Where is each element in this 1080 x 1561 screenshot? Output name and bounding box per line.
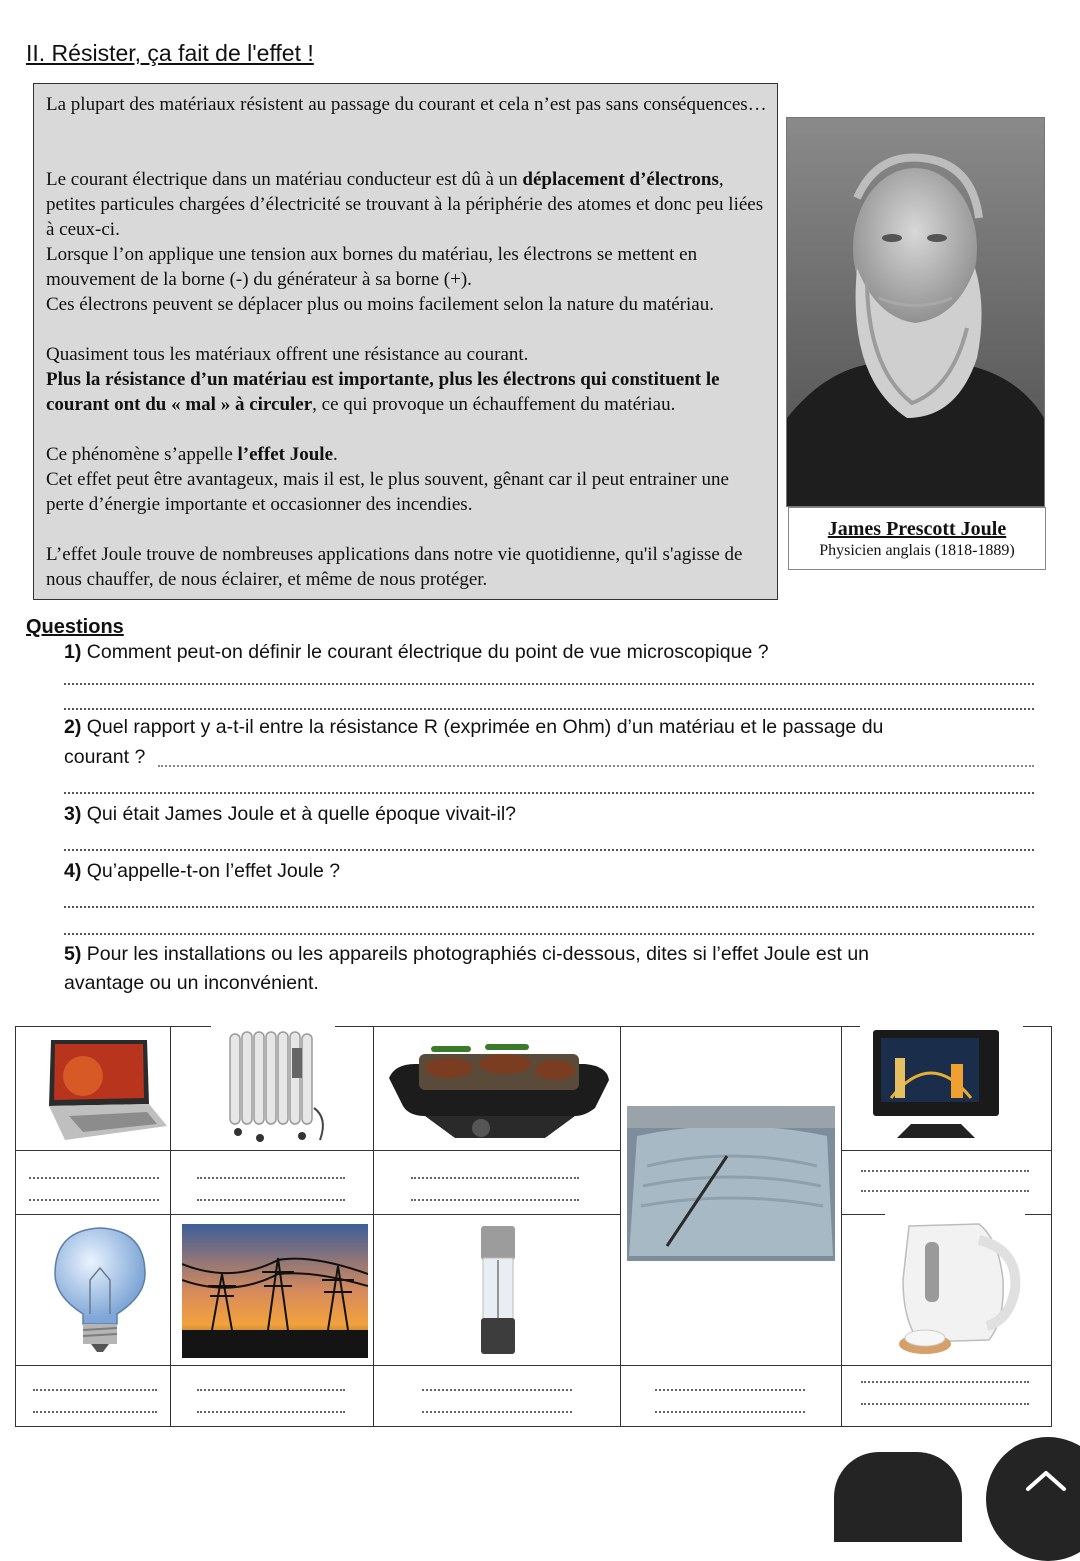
answer-line[interactable]: [861, 1380, 1029, 1383]
bold-deplacement: déplacement d’électrons: [522, 169, 719, 190]
answer-line[interactable]: [29, 1198, 159, 1201]
intro-paragraph-8: Cet effet peut être avantageux, mais il est, le plus souvent, gênant car il peut entrainer une perte d’énergie importante et occasionner des incendies.: [46, 469, 729, 515]
television-image: [871, 1028, 1001, 1148]
answer-line[interactable]: [411, 1176, 579, 1179]
answer-line[interactable]: [64, 681, 1034, 685]
page-indicator: [834, 1452, 962, 1542]
bold-effet-joule: l’effet Joule: [237, 444, 333, 465]
questions-title: Questions: [26, 616, 124, 638]
electric-grill-image: [385, 1034, 613, 1146]
intro-paragraph-2: Le courant électrique dans un matériau conducteur est dû à un déplacement d’électrons, petites particules chargées d’électricité se trouvant à la périphérie des atomes et donc peu liées à ceux-ci.: [46, 169, 764, 240]
bold-resistance-statement: Plus la résistance d’un matériau est importante, plus les électrons qui constituent le courant ont du « mal » à circuler: [46, 369, 720, 415]
question-3: 3) Qui était James Joule et à quelle époque vivait-il?: [64, 803, 517, 825]
answer-line[interactable]: [33, 1388, 157, 1391]
portrait-name: James Prescott Joule: [827, 518, 1007, 540]
answer-line[interactable]: [64, 790, 1034, 794]
scroll-to-top-button[interactable]: [986, 1437, 1080, 1561]
answer-line[interactable]: [64, 931, 1034, 935]
joule-portrait-image: [786, 117, 1045, 507]
answer-line[interactable]: [29, 1176, 159, 1179]
intro-paragraph-3: Lorsque l’on applique une tension aux bornes du matériau, les électrons se mettent en mouvement de la borne (-) du générateur à sa borne (+).: [46, 244, 698, 290]
answer-line[interactable]: [64, 904, 1034, 908]
light-bulb-image: [45, 1224, 155, 1354]
question-2: 2) Quel rapport y a-t-il entre la résistance R (exprimée en Ohm) d’un matériau et le passage du: [64, 716, 884, 738]
answer-line[interactable]: [197, 1198, 345, 1201]
answer-line[interactable]: [861, 1169, 1029, 1172]
question-4: 4) Qu’appelle-t-on l’effet Joule ?: [64, 860, 341, 882]
answer-line[interactable]: [33, 1410, 157, 1413]
frosted-rear-window-image: [627, 1106, 835, 1261]
question-5-continuation: avantage ou un inconvénient.: [64, 972, 319, 994]
laptop-image: [43, 1036, 169, 1142]
answer-line[interactable]: [655, 1410, 805, 1413]
answer-line[interactable]: [655, 1388, 805, 1391]
oil-radiator-image: [220, 1028, 330, 1148]
fuse-image: [473, 1222, 525, 1358]
answer-line[interactable]: [64, 847, 1034, 851]
intro-paragraph-9: L’effet Joule trouve de nombreuses applications dans notre vie quotidienne, qu'il s'agisse de nous chauffer, de nous éclairer, et même de nous protéger.: [46, 544, 743, 590]
question-2-continuation: courant ?: [64, 746, 146, 768]
kettle-image: [869, 1220, 1029, 1360]
section-title: II. Résister, ça fait de l'effet !: [26, 40, 314, 66]
portrait-subtitle: Physicien anglais (1818-1889): [819, 542, 1015, 559]
answer-line[interactable]: [411, 1198, 579, 1201]
intro-paragraph-7: Ce phénomène s’appelle l’effet Joule.: [46, 444, 338, 465]
intro-text-box: [33, 83, 778, 600]
answer-line[interactable]: [861, 1402, 1029, 1405]
chevron-up-icon: [1024, 1467, 1068, 1493]
portrait-caption: [788, 507, 1046, 570]
intro-paragraph-1: La plupart des matériaux résistent au passage du courant et cela n’est pas sans conséquences…: [46, 94, 767, 115]
intro-paragraph-6: Plus la résistance d’un matériau est importante, plus les électrons qui constituent le courant ont du « mal » à circuler, ce qui provoque un échauffement du matériau.: [46, 369, 720, 415]
answer-line[interactable]: [422, 1410, 572, 1413]
answer-line[interactable]: [197, 1176, 345, 1179]
power-lines-image: [182, 1224, 368, 1358]
intro-paragraph-4: Ces électrons peuvent se déplacer plus ou moins facilement selon la nature du matériau.: [46, 294, 714, 315]
question-1: 1) Comment peut-on définir le courant électrique du point de vue microscopique ?: [64, 641, 769, 663]
answer-line[interactable]: [422, 1388, 572, 1391]
intro-paragraph-5: Quasiment tous les matériaux offrent une résistance au courant.: [46, 344, 529, 365]
question-5: 5) Pour les installations ou les appareils photographiés ci-dessous, dites si l’effet Joule est un: [64, 943, 870, 965]
answer-line[interactable]: [158, 763, 1034, 767]
answer-line[interactable]: [197, 1388, 345, 1391]
answer-line[interactable]: [861, 1189, 1029, 1192]
answer-line[interactable]: [64, 706, 1034, 710]
answer-line[interactable]: [197, 1410, 345, 1413]
appliance-image-table: [15, 1026, 1052, 1427]
